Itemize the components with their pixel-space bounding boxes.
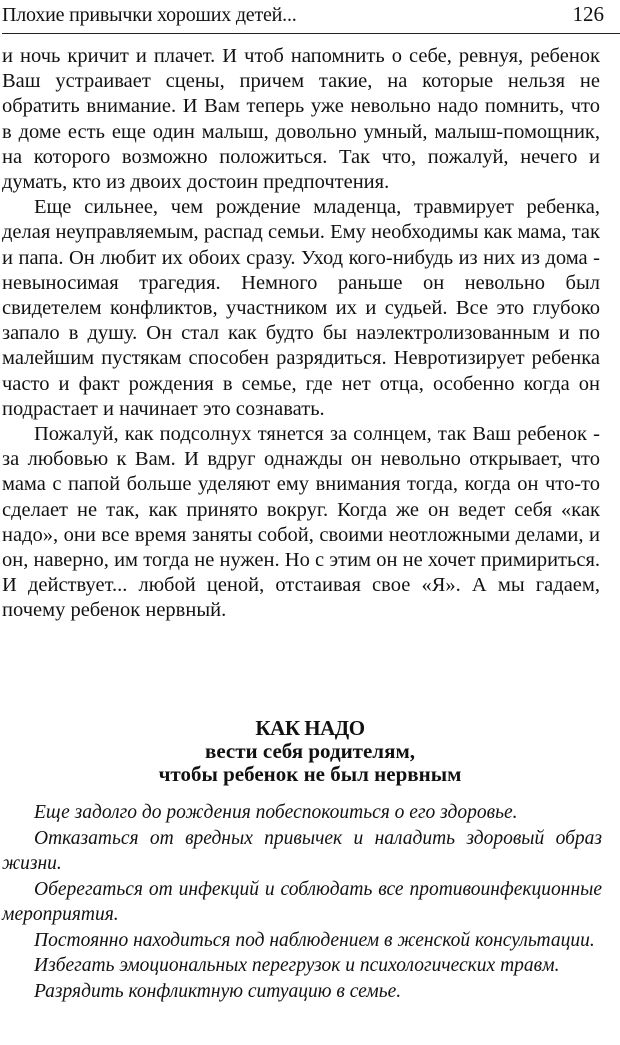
body-text bbox=[2, 44, 600, 624]
paragraph: Пожалуй, как подсолнух тянется за солнцем, так Ваш ребенок - за любовью к Вам. И вдруг однажды он невольно открывает, что мама с папой больше уделяют ему внимания тогда, когда он что-то сделает не так, как принято вокруг. Когда же он ведет себя «как надо», они все время заняты собой, своими неотложными делами, и он, наверно, им тогда не нужен. Но с этим он не хочет примириться. И действует... любой ценой, отстаивая свое «Я». А мы гадаем, почему ребенок нервный. bbox=[2, 423, 600, 622]
advice-item: Избегать эмоциональных перегрузок и психологических травм. bbox=[34, 955, 560, 976]
advice-list bbox=[2, 800, 602, 1004]
advice-item: Отказаться от вредных привычек и наладить здоровый образ жизни. bbox=[2, 827, 602, 874]
advice-item: Разрядить конфликтную ситуацию в семье. bbox=[34, 980, 402, 1002]
running-title: Плохие привычки хороших детей... bbox=[2, 4, 297, 26]
paragraph: Еще сильнее, чем рождение младенца, травмирует ребенка, делая неуправляемым, распад семьи. Ему необходимы как мама, так и папа. Он любит их обоих сразу. Уход кого-нибудь из них из дома - невыносимая трагедия. Немного раньше он невольно был свидетелем конфликтов, участником их и судьей. Все это глубоко запало в душу. Он стал как будто бы наэлектролизованным и по малейшим пустякам способен разрядиться. Невротизирует ребенка часто и факт рождения в семье, где нет отца, особенно когда он подрастает и начинает это сознавать. bbox=[2, 196, 600, 420]
section-heading-line: чтобы ребенок не был нервным bbox=[158, 762, 462, 786]
section-heading-line: вести себя родителям, bbox=[204, 739, 416, 763]
paragraph: и ночь кричит и плачет. И чтоб напомнить о себе, ревнуя, ребенок Ваш устраивает сцены, причем такие, на которые нельзя не обратить внимание. И Вам теперь уже невольно надо помнить, что в доме есть еще один малыш, довольно умный, малыш-помощник, на которого возможно положиться. Так что, пожалуй, нечего и думать, кто из двоих достоин предпочтения. bbox=[2, 45, 600, 194]
advice-item: Еще задолго до рождения побеспокоиться о его здоровье. bbox=[34, 802, 518, 823]
section-heading bbox=[0, 717, 620, 786]
section-heading-line: КАК НАДО bbox=[255, 716, 365, 740]
advice-item: Постоянно находиться под наблюдением в женской консультации. bbox=[34, 929, 595, 951]
advice-item: Оберегаться от инфекций и соблюдать все противоинфекционные мероприятия. bbox=[2, 878, 602, 925]
page-header bbox=[2, 2, 604, 32]
page-number: 126 bbox=[572, 2, 604, 26]
header-rule bbox=[2, 33, 620, 34]
